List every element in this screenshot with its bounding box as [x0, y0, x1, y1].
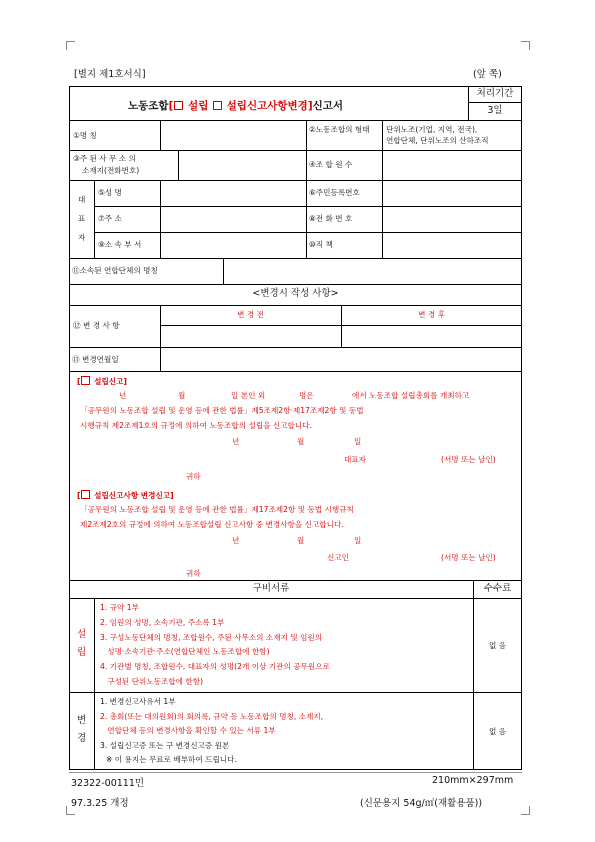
office-address-field[interactable] [180, 152, 304, 178]
change-date-field[interactable] [162, 349, 520, 369]
decl-a-date-day: 일 [354, 437, 362, 446]
decl-b-sign: (서명 또는 날인) [441, 553, 496, 562]
setup-label-2: 립 [77, 647, 87, 658]
rep-label-2: 표 [78, 214, 86, 223]
decl-a-sign: (서명 또는 날인) [441, 455, 496, 464]
setup-doc-4b: 구성된 단위노동조합에 한함) [100, 677, 204, 686]
position-field[interactable] [384, 234, 520, 256]
label-id-number: ⑥주민등록번호 [309, 188, 360, 197]
phone-field[interactable] [384, 208, 520, 230]
member-count-field[interactable] [384, 152, 520, 178]
change-doc-2: 2. 총회(또는 대의원회)의 회의록, 규약 등 노동조합의 명칭, 소재지, [100, 712, 324, 721]
form-title: 노동조합[ 설립 설립신고사항변경]신고서 [128, 100, 344, 112]
label-phone: ⑧전 화 번 호 [309, 214, 353, 223]
label-union-type: ②노동조합의 형태 [309, 125, 370, 134]
decl-a-line3: 시행규칙 제2조제1호의 규정에 의하여 노동조합의 설립을 신고합니다. [80, 421, 312, 430]
paper-size: 210mm×297mm [432, 775, 514, 786]
change-fee: 없 음 [488, 727, 507, 736]
decl-a-line1: 에서 노동조합 설립총회를 개최하고 [352, 391, 470, 400]
decl-a-signer: 대표자 [344, 455, 367, 464]
decl-b-date-month: 월 [297, 536, 305, 545]
decl-b-date-year: 년 [232, 536, 240, 545]
page-side: (앞 쪽) [473, 69, 502, 80]
label-change-items: ⑫ 변 경 사 항 [73, 321, 120, 330]
decl-a-day: 일 본인 외 [231, 391, 266, 400]
name-field[interactable] [162, 122, 304, 148]
label-member-count: ④조 합 원 수 [309, 160, 353, 169]
label-name: ①명 칭 [73, 131, 97, 140]
decl-a-date-year: 년 [232, 437, 240, 446]
change-doc-2b: 연합단체 등의 변경사항을 확인할 수 있는 서류 1부 [100, 726, 276, 735]
checkbox-change[interactable] [213, 101, 222, 110]
change-label-2: 경 [77, 733, 87, 744]
checkbox-setup-declaration[interactable] [81, 376, 90, 385]
checkbox-change-declaration[interactable] [81, 490, 90, 499]
decl-b-addressee: 귀하 [186, 569, 201, 578]
label-position: ⑩직 책 [309, 240, 333, 249]
label-federation: ⑪소속된 연합단체의 명칭 [72, 266, 158, 275]
corner-mark [521, 806, 530, 815]
form-number: [별지 제1호서식] [74, 69, 146, 80]
label-office-1: ③주 된 사 무 소 의 [73, 154, 136, 163]
processing-value: 3일 [487, 105, 503, 116]
form-code: 32322-00111민 [71, 778, 145, 789]
decl-b-date-day: 일 [354, 536, 362, 545]
setup-doc-1: 1. 규약 1부 [100, 603, 139, 612]
fee-header: 수수료 [483, 583, 512, 594]
change-doc-3: 3. 설립신고증 또는 구 변경신고증 원본 [100, 741, 230, 750]
change-doc-note: ※ 이 용지는 무료로 배부하여 드립니다. [106, 755, 237, 764]
union-type-value-2: 연합단체, 단위노조의 산하조직 [386, 136, 489, 145]
decl-b-line1: 「공무원의 노동조합 설립 및 운영 등에 관한 법률」제17조제2항 및 동법 시행규칙 [80, 505, 354, 514]
label-address: ⑦주 소 [98, 214, 122, 223]
decl-a-year: 년 [119, 391, 127, 400]
label-before: 변 경 전 [237, 310, 264, 319]
processing-label: 처리기간 [476, 88, 514, 99]
id-number-field[interactable] [384, 182, 520, 204]
corner-mark [66, 41, 75, 50]
federation-field[interactable] [225, 260, 520, 282]
setup-label-1: 설 [77, 629, 87, 640]
label-change-date: ⑬ 변경연월일 [72, 355, 119, 364]
rep-label-3: 자 [78, 233, 86, 242]
change-section-title: <변경시 작성 사항> [252, 288, 339, 299]
setup-doc-3b: 성명·소속기관·주소(연합단체인 노동조합에 한함) [100, 647, 270, 656]
label-office-2: 소재지(전화번호) [82, 166, 140, 175]
after-field[interactable] [343, 327, 520, 345]
change-doc-1: 1. 변경신고사유서 1부 [100, 697, 176, 706]
setup-fee: 없 음 [488, 641, 507, 650]
docs-header: 구비서류 [252, 583, 290, 594]
decl-a-addressee: 귀하 [186, 472, 201, 481]
revision-date: 97.3.25 개정 [71, 798, 129, 809]
label-department: ⑨소 속 부 서 [98, 240, 142, 249]
declaration-setup-head: [ 설립신고] [77, 377, 127, 386]
checkbox-setup[interactable] [174, 101, 183, 110]
rep-label-1: 대 [78, 195, 86, 204]
declaration-change-head: [ 설립신고사항 변경신고] [77, 491, 174, 500]
decl-b-line2: 제2조제2호의 규정에 의하여 노동조합설립 신고사항 중 변경사항을 신고합니다. [80, 520, 344, 529]
address-field[interactable] [162, 208, 304, 230]
paper-spec: (신문용지 54g/㎡(재활용품)) [360, 798, 483, 809]
before-field[interactable] [162, 327, 339, 345]
decl-a-count: 명은 [299, 391, 314, 400]
setup-doc-3: 3. 구성노동단체의 명칭, 조합원수, 주된 사무소의 소재지 및 임원의 [100, 633, 323, 642]
decl-a-line2: 「공무원의 노동조합 설립 및 운영 등에 관한 법률」제5조제2항·제17조제2항 및 동법 [80, 406, 364, 415]
department-field[interactable] [162, 234, 304, 256]
setup-doc-4: 4. 기관별 명칭, 조합원수, 대표자의 성명(2개 이상 기관의 공무원으로 [100, 662, 330, 671]
change-label-1: 변 [77, 715, 87, 726]
decl-b-signer: 신고인 [327, 553, 350, 562]
label-rep-name: ⑤성 명 [98, 188, 122, 197]
setup-doc-2: 2. 임원의 성명, 소속기관, 주소록 1부 [100, 618, 225, 627]
rep-name-field[interactable] [162, 182, 304, 204]
decl-a-month: 월 [178, 391, 186, 400]
decl-a-date-month: 월 [297, 437, 305, 446]
corner-mark [521, 41, 530, 50]
label-after: 변 경 후 [418, 310, 445, 319]
union-type-value-1: 단위노조(기업, 지역, 전국), [386, 125, 478, 134]
